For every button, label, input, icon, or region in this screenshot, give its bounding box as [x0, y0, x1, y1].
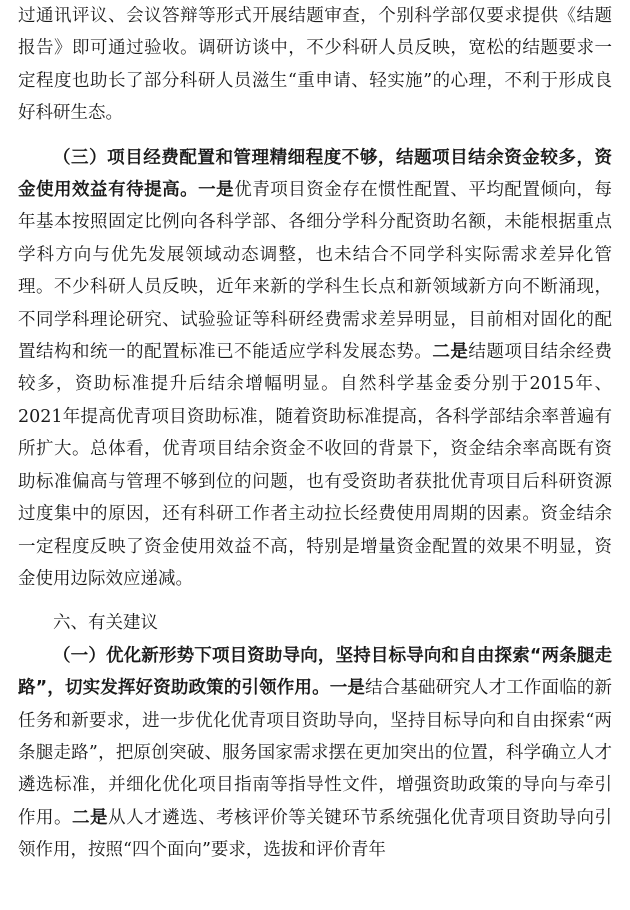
paragraph-heading-recommendation: （一）优化新形势下项目资助导向，坚持目标导向和自由探索“两条腿走路”，切实发挥好资助政策的引领作用。: [18, 645, 612, 699]
paragraph-text: 结题项目结余经费较多，资助标准提升后结余增幅明显。自然科学基金委分别于2015年、2021年提高优青项目资助标准，随着资助标准提高，各科学部结余率普遍有所扩大。总体看，优青项目结余资金不收回的背景下，资金结余率高既有资助标准偏高与管理不够到位的问题，也有受资助者获批优青项目后科研资源过度集中的原因，还有科研工作者主动拉长经费使用周期的因素。资金结余一定程度反映了资金使用效益不高，特别是增量资金配置的效果不明显，资金使用边际效应递减。: [18, 342, 612, 589]
paragraph-funding-allocation: [18, 142, 612, 596]
paragraph-recommendation-one: [18, 640, 612, 867]
paragraph-text: 优青项目资金存在惯性配置、平均配置倾向，每年基本按照固定比例向各科学部、各细分学科分配资助名额，未能根据重点学科方向与优先发展领域动态调整，也未结合不同学科实际需求差异化管理。不少科研人员反映，近年来新的学科生长点和新领域新方向不断涌现，不同学科理论研究、试验验证等科研经费需求差异明显，目前相对固化的配置结构和统一的配置标准已不能适应学科发展态势。: [18, 180, 612, 363]
section-title: 六、有关建议: [53, 613, 158, 634]
point-marker-second: 二是: [432, 342, 469, 363]
paragraph-review-continuation: 过通讯评议、会议答辩等形式开展结题审查，个别科学部仅要求提供《结题报告》即可通过验收。调研访谈中，不少科研人员反映，宽松的结题要求一定程度也助长了部分科研人员滋生“重申请、轻实施”的心理，不利于形成良好科研生态。: [18, 6, 612, 124]
point-marker-second: 二是: [72, 807, 109, 828]
paragraph-text: 结合基础研究人才工作面临的新任务和新要求，进一步优化优青项目资助导向，坚持目标导向和自由探索“两条腿走路”，把原创突破、服务国家需求摆在更加突出的位置，科学确立人才遴选标准，并细化优化项目指南等指导性文件，增强资助政策的导向与牵引作用。: [18, 678, 612, 828]
paragraph-heading-funding: （三）项目经费配置和管理精细程度不够，结题项目结余资金较多，资金使用效益有待提高。: [18, 147, 612, 201]
paragraph-text: 从人才遴选、考核评价等关键环节系统强化优青项目资助导向引领作用，按照“四个面向”要求，选拔和评价青年: [18, 807, 612, 861]
document-page: [18, 0, 612, 867]
point-marker-first: 一是: [329, 678, 366, 699]
point-marker-first: 一是: [198, 180, 235, 201]
